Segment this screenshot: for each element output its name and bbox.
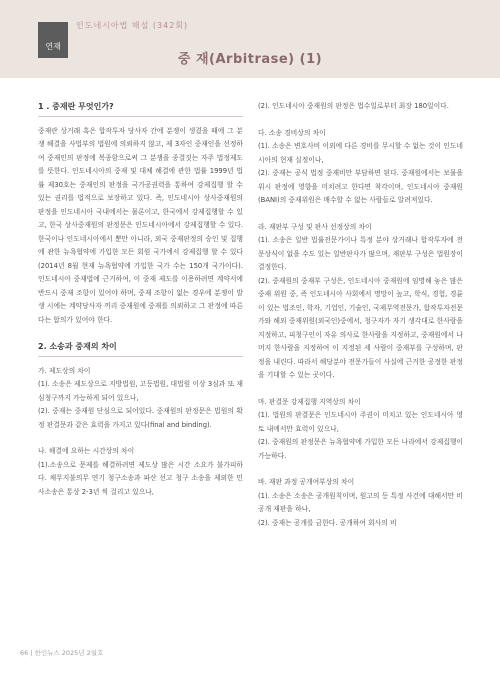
sub-e-1: (1). 법원의 판결문은 인도네시아 주권이 미치고 있는 인도네시아 영토 내에서만 효력이 있으나, xyxy=(258,411,463,433)
sub-d-heading: 라. 재판부 구성 및 판사 선정상의 차이 xyxy=(258,222,372,231)
page-footer: 66 | 한인뉴스 2025년 2월호 xyxy=(20,649,104,657)
sub-a-2: (2). 중재는 중재원 단심으로 되어있다. 중재원의 판정문은 법원의 확정 판결문과 같은 효력을 가지고 있다(final and binding). xyxy=(38,407,243,429)
sub-c-1: (1). 소송은 변호사비 이외에 다른 경비를 무시할 수 없는 것이 인도네시아의 현재 실정이나, xyxy=(258,142,463,164)
sub-d-1: (1). 소송은 일반 법률전문가이나 특정 분야 상거래나 합작투자에 전문상식이 없을 수도 있는 일반판사가 많으며, 재판부 구성은 법원장이 결정한다. xyxy=(258,236,463,271)
section1-rule xyxy=(38,116,243,117)
right-column xyxy=(258,100,463,530)
sub-b-heading: 나. 해결에 요하는 시간상의 차이 xyxy=(38,447,135,455)
sub-d-2: (2). 중재원의 중재부 구성은, 인도네시아 중재원에 임명해 놓은 많은 중재 위원 중, 즉 인도네시아 사회에서 명망이 높고, 학식, 경험, 경륜이 있는 법조인, 학자, 기업인, 기술인, 국제무역전문가, 합작투자전문가와 해외 중재위원(외국인)중에서, 청구자가 자기 생각대로 한사람을 지정하고, 피청구인이 자유 의사로 한사람을 지정하고, 중재원에서 나머지 한사람을 지정하여 이 지정된 세 사람이 중재부를 구성하며, 판정을 내린다. 따라서 해당분야 전문가들이 사실에 근거한 공정한 판정을 기대할 수 있는 곳이다. xyxy=(258,276,463,379)
article-title: 중 재(Arbitrase) (1) xyxy=(177,52,323,67)
section1-heading: 1 . 중재란 무엇인가? xyxy=(38,102,114,111)
sub-c-2: (2). 중재는 공식 법정 중재비만 부담하면 된다. 중재원에서는 보물을 위시 판정에 영향을 미치려고 한다면 착각이며, 인도네시아 중재원(BANI)의 중재위원은 매수할 수 없는 사람들로 알려져있다. xyxy=(258,169,463,204)
sub-c-heading: 다. 소송 경비상의 차이 xyxy=(258,128,326,137)
sub-e-heading: 마. 판결문 강제집행 지역상의 차이 xyxy=(258,397,361,406)
section2-heading: 2. 소송과 중재의 차이 xyxy=(38,342,117,351)
sub-e-2: (2). 중재원의 판정문은 뉴욕협약에 가입한 모든 나라에서 강제집행이 가능하다. xyxy=(258,438,463,460)
series-label: 인도네시아법 해설 (342회) xyxy=(76,21,189,30)
series-tag: 연재 xyxy=(38,22,68,58)
section2-rule xyxy=(38,356,243,357)
sub-f-heading: 바. 재판 과정 공개여부상의 차이 xyxy=(258,478,355,486)
sub-f-2: (2). 중재는 공개를 금한다. 공개하여 회사의 비 xyxy=(258,518,397,527)
sub-f-1: (1). 소송은 소송은 공개원칙이며, 원고의 등 특정 사건에 대해서만 비공개 재판을 하나, xyxy=(258,491,463,513)
sub-b-2: (2). 인도네시아 중재원의 판정은 법수일로부터 최장 180일이다. xyxy=(258,102,449,110)
sub-a-heading: 가. 제도상의 차이 xyxy=(38,366,91,375)
sub-b-1: (1).소송으로 문제를 해결하려면 제도상 많은 시간 소요가 불가피하다. 채무지불의무 연기 청구소송과 파산 선고 청구 소송을 제외한 민사소송은 통상 2-3년 씩 걸리고 있으나, xyxy=(38,460,243,496)
section1-body: 중재란 상거래 혹은 합작투자 당사자 간에 분쟁이 생겼을 때에 그 분쟁 해결을 사법부의 법원에 의뢰하지 않고, 제 3자인 중재인을 선정하여 중재인의 판정에 복종함으로써 그 분쟁을 종결짓는 자주 법정제도를 뜻한다. 인도네시아의 중재 및 대체 해결에 관한 법률 1999년 법률 제30호는 중재인의 판정을 국가공권력을 통하여 강제집행 할 수 있는 권리를 법적으로 보장하고 있다. 즉, 인도네시아 상사중재원의 판정을 인도네시아 국내에서는 물론이고, 한국에서 강제집행할 수 있고, 한국 상사중재원의 판정문은 인도네시아에서 강제집행할 수 있다. 한국이나 인도네시아에서 뿐만 아니라, 외국 중재판정의 승인 및 집행에 관한 뉴욕협약에 가입한 모든 회원 국가에서 강제집행 할 수 있다(2014년 8월 현재 뉴욕협약에 가입한 국가 수는 150개 국가이다). 인도네시아 중재법에 근거하여, 이 중재 제도를 이용하려면 계약서에 반드시 중재 조항이 있어야 하며, 중재 조항이 없는 경우에 분쟁이 발생 시에는 계약당사자 끼리 중재원에 중재를 의뢰하고 그 판정에 따른다는 합의가 있어야 한다. xyxy=(38,126,243,324)
left-column xyxy=(38,100,243,499)
sub-a-1: (1). 소송은 제도상으로 지방법원, 고등법원, 대법원 이상 3심과 또 재심청구까지 가능하게 되어 있으나, xyxy=(38,380,243,402)
